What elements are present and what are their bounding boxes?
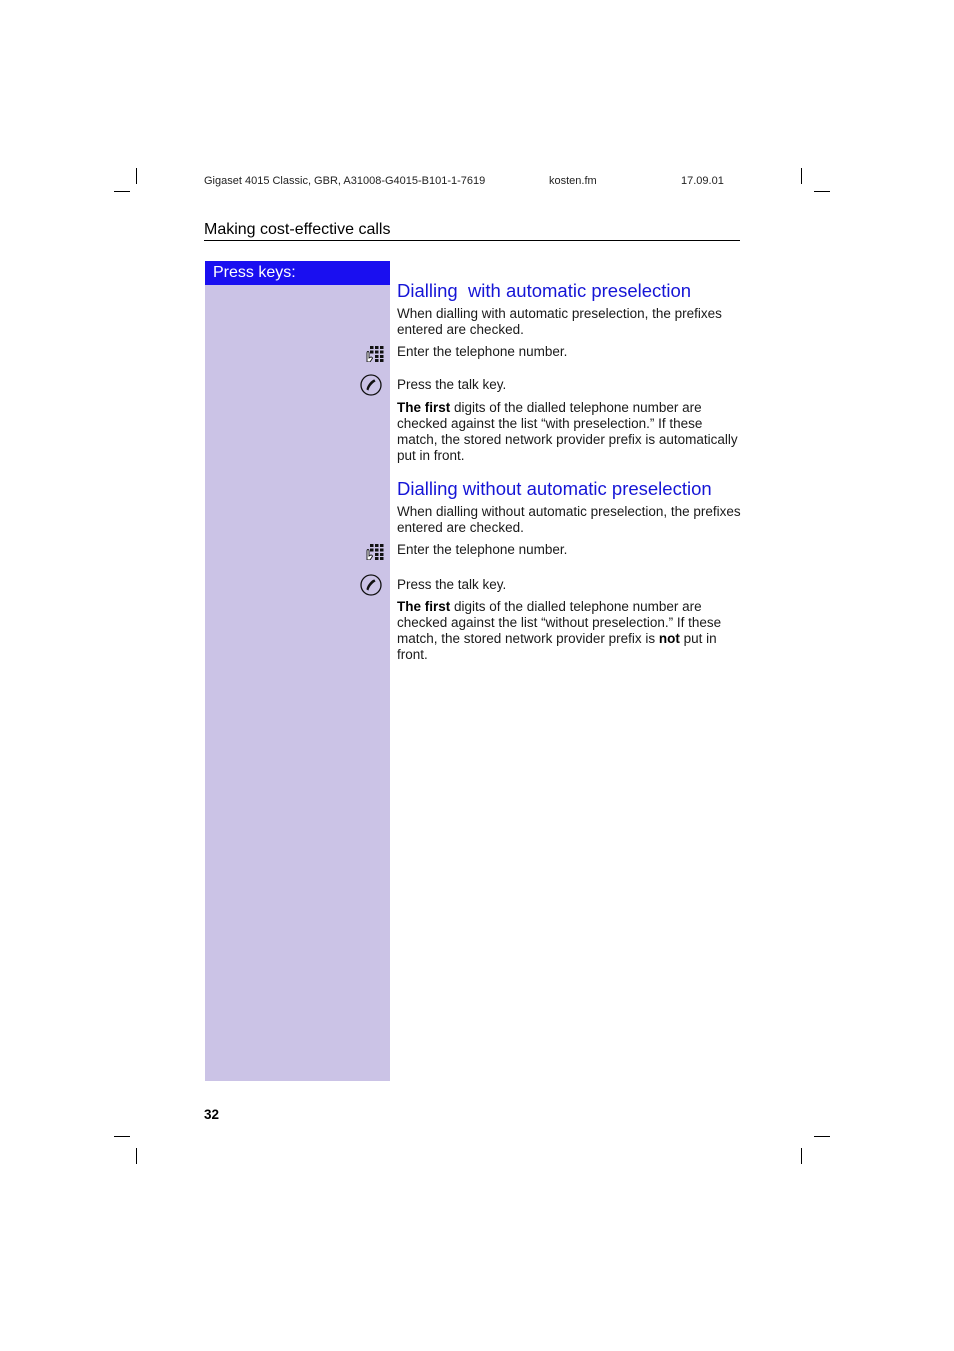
step-press-talk: Press the talk key. [397,577,507,592]
crop-mark [801,1148,802,1164]
step-enter-number: Enter the telephone number. [397,542,568,557]
keypad-icon [366,544,384,560]
heading-with-preselection: Dialling with automatic preselection [397,280,692,301]
crop-mark [136,168,137,184]
section-title: Making cost-effective calls [204,221,391,238]
section-rule [204,240,740,241]
note-without-preselection [397,599,742,663]
crop-mark [114,191,130,192]
header-date: 17.09.01 [681,175,724,187]
step-press-talk: Press the talk key. [397,377,507,392]
talk-key-icon [360,374,382,396]
note-text: digits of the dialled telephone number are checked against the list “without preselection.” If these match, the stored network provider prefix is [397,599,722,646]
crop-mark [114,1136,130,1137]
intro-with-preselection: When dialling with automatic preselection, the prefixes entered are checked. [397,306,722,337]
keys-column-label: Press keys: [213,264,296,281]
keys-column-header [205,261,390,285]
crop-mark [814,191,830,192]
page-number: 32 [204,1107,220,1122]
note-text: digits of the dialled telephone number are checked against the list “with preselection.” If these match, the stored network provider prefix is automatically put in front. [397,400,738,463]
keypad-icon [366,346,384,362]
crop-mark [136,1148,137,1164]
crop-mark [801,168,802,184]
talk-key-icon [360,574,382,596]
header-file-name: kosten.fm [549,175,597,187]
heading-without-preselection: Dialling without automatic preselection [397,478,712,499]
note-emphasis-not: not [658,631,680,646]
note-text-end: put in front. [397,631,717,662]
header-document-id: Gigaset 4015 Classic, GBR, A31008-G4015-B101-1-7619 [204,175,486,187]
note-with-preselection [397,400,742,464]
intro-without-preselection: When dialling without automatic preselection, the prefixes entered are checked. [397,504,741,535]
note-emphasis: The first [397,599,451,614]
crop-mark [814,1136,830,1137]
step-enter-number: Enter the telephone number. [397,344,568,359]
note-emphasis: The first [397,400,451,415]
